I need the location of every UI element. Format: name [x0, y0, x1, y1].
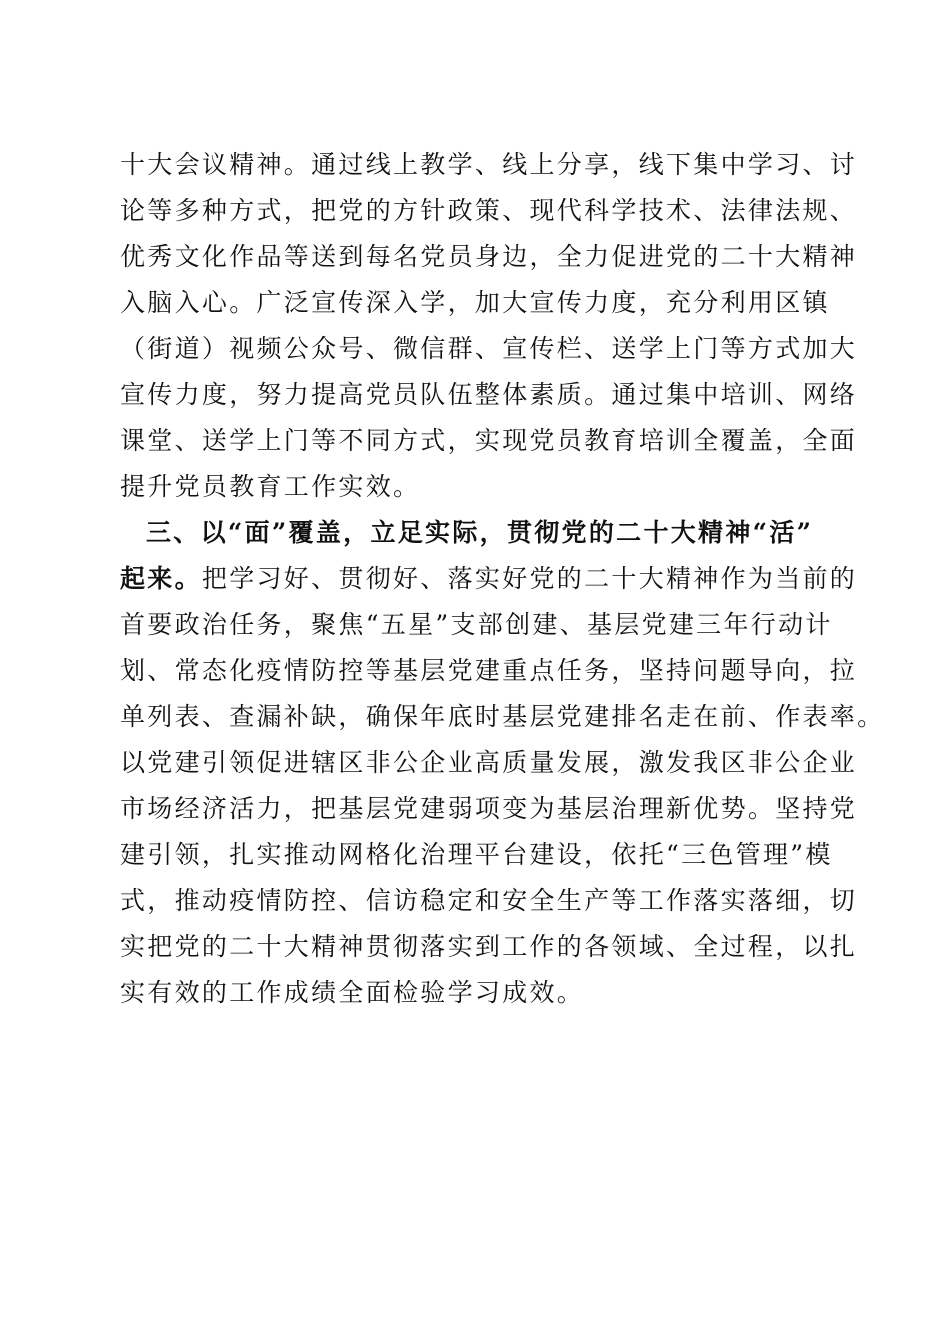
paragraph-line: 优秀文化作品等送到每名党员身边，全力促进党的二十大精神 — [120, 242, 858, 271]
section-heading: 三、以“面”覆盖，立足实际，贯彻党的二十大精神“活” — [146, 518, 814, 547]
paragraph-line: 实有效的工作成绩全面检验学习成效。 — [120, 978, 585, 1007]
paragraph-line: 单列表、查漏补缺，确保年底时基层党建排名走在前、作表率。 — [120, 702, 885, 731]
paragraph-line: 宣传力度，努力提高党员队伍整体素质。通过集中培训、网络 — [120, 380, 858, 409]
paragraph-text: 把学习好、贯彻好、落实好党的二十大精神作为当前的 — [201, 564, 858, 593]
section-heading-end: 起来。 — [120, 564, 202, 593]
paragraph-line: 划、常态化疫情防控等基层党建重点任务，坚持问题导向，拉 — [120, 656, 858, 685]
paragraph-line: 课堂、送学上门等不同方式，实现党员教育培训全覆盖，全面 — [120, 426, 858, 455]
paragraph-line: 论等多种方式，把党的方针政策、现代科学技术、法律法规、 — [120, 196, 858, 225]
paragraph-line: 提升党员教育工作实效。 — [120, 472, 421, 501]
document-body — [120, 142, 885, 1016]
section-heading-continuation — [120, 556, 858, 602]
paragraph-line: 实把党的二十大精神贯彻落实到工作的各领域、全过程，以扎 — [120, 932, 858, 961]
paragraph-line: 入脑入心。广泛宣传深入学，加大宣传力度，充分利用区镇 — [120, 288, 830, 317]
paragraph-line: 市场经济活力，把基层党建弱项变为基层治理新优势。坚持党 — [120, 794, 858, 823]
paragraph-line: 首要政治任务，聚焦“五星”支部创建、基层党建三年行动计 — [120, 610, 833, 639]
paragraph-line: 十大会议精神。通过线上教学、线上分享，线下集中学习、讨 — [120, 150, 858, 179]
paragraph-line: 式，推动疫情防控、信访稳定和安全生产等工作落实落细，切 — [120, 886, 858, 915]
paragraph-line: （街道）视频公众号、微信群、宣传栏、送学上门等方式加大 — [120, 334, 858, 363]
paragraph-line: 以党建引领促进辖区非公企业高质量发展，激发我区非公企业 — [120, 748, 858, 777]
paragraph-line: 建引领，扎实推动网格化治理平台建设，依托“三色管理”模 — [120, 840, 833, 869]
